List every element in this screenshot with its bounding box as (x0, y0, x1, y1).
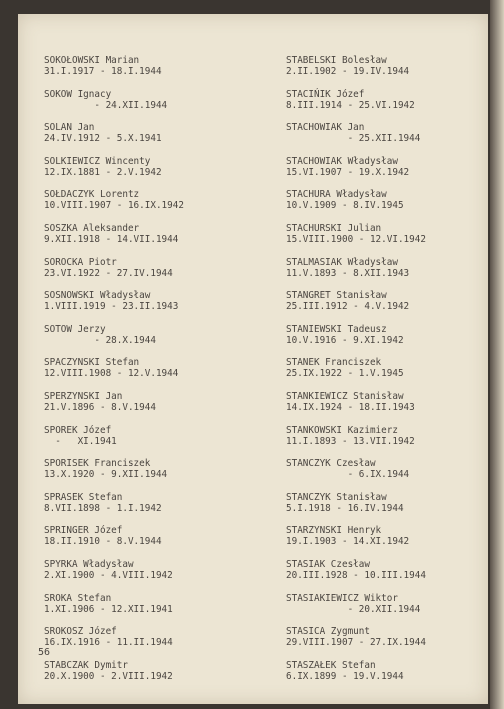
list-item (44, 357, 249, 391)
person-name: SOSNOWSKI Władysław (44, 290, 151, 302)
person-name: STANCZYK Czesław (286, 458, 376, 470)
list-item (44, 55, 249, 89)
list-item (44, 324, 249, 358)
list-item (286, 223, 491, 257)
list-item (286, 89, 491, 123)
list-item (44, 89, 249, 123)
list-item (286, 458, 491, 492)
life-dates: 2.XI.1900 - 4.VIII.1942 (44, 569, 173, 581)
person-name: SOTOW Jerzy (44, 323, 106, 335)
person-name: STASZAŁEK Stefan (286, 659, 376, 671)
life-dates: 1.XI.1906 - 12.XII.1941 (44, 603, 173, 615)
list-item (286, 122, 491, 156)
person-name: SOROCKA Piotr (44, 256, 117, 268)
person-name: SOLAN Jan (44, 122, 95, 134)
person-name: SOLKIEWICZ Wincenty (44, 155, 151, 167)
person-name: SPRASEK Stefan (44, 491, 123, 503)
person-name: SOSZKA Aleksander (44, 222, 140, 234)
person-name: SROKA Stefan (44, 592, 112, 604)
person-name: STASIAK Czesław (286, 558, 370, 570)
list-item (44, 660, 249, 694)
list-item (286, 357, 491, 391)
person-name: SOKOŁOWSKI Marian (44, 55, 140, 66)
list-item (44, 122, 249, 156)
person-name: SROKOSZ Józef (44, 626, 117, 638)
person-name: SPERZYNSKI Jan (44, 390, 123, 402)
life-dates: - 20.XII.1944 (286, 603, 421, 615)
person-name: SPORISEK Franciszek (44, 458, 151, 470)
right-column (286, 55, 491, 693)
list-item (44, 189, 249, 223)
page-number: 56 (38, 647, 51, 658)
person-name: SPACZYNSKI Stefan (44, 357, 140, 369)
life-dates: - XI.1941 (44, 435, 117, 447)
left-column (44, 55, 249, 693)
life-dates: 25.IX.1922 - 1.V.1945 (286, 368, 404, 380)
life-dates: 31.I.1917 - 18.I.1944 (44, 66, 162, 77)
life-dates: 14.IX.1924 - 18.II.1943 (286, 401, 415, 413)
life-dates: 15.VI.1907 - 19.X.1942 (286, 166, 410, 178)
list-item (286, 324, 491, 358)
list-item (44, 257, 249, 291)
person-name: STACHOWIAK Władysław (286, 155, 398, 167)
list-item (286, 425, 491, 459)
life-dates: 19.I.1903 - 14.XI.1942 (286, 536, 410, 548)
list-item (44, 458, 249, 492)
list-item (44, 425, 249, 459)
life-dates: - 24.XII.1944 (44, 99, 168, 111)
list-item (44, 290, 249, 324)
list-item (44, 626, 249, 660)
person-name: STANKIEWICZ Stanisław (286, 390, 404, 402)
list-item (286, 257, 491, 291)
person-name: STASIAKIEWICZ Wiktor (286, 592, 398, 604)
life-dates: 20.X.1900 - 2.VIII.1942 (44, 670, 173, 682)
life-dates: 1.VIII.1919 - 23.II.1943 (44, 301, 179, 313)
life-dates: 25.III.1912 - 4.V.1942 (286, 301, 410, 313)
life-dates: 8.III.1914 - 25.VI.1942 (286, 99, 415, 111)
life-dates: 15.VIII.1900 - 12.VI.1942 (286, 233, 426, 245)
person-name: STANKOWSKI Kazimierz (286, 424, 398, 436)
list-item (286, 660, 491, 694)
person-name: STACIŃIK Józef (286, 88, 365, 100)
life-dates: 6.IX.1899 - 19.V.1944 (286, 670, 404, 682)
list-item (44, 223, 249, 257)
person-name: STACHOWIAK Jan (286, 122, 365, 134)
life-dates: - 25.XII.1944 (286, 133, 421, 145)
life-dates: 29.VIII.1907 - 27.IX.1944 (286, 637, 426, 649)
life-dates: 9.XII.1918 - 14.VII.1944 (44, 233, 179, 245)
person-name: STARZYNSKI Henryk (286, 525, 382, 537)
person-name: SPOREK Józef (44, 424, 112, 436)
list-item (286, 593, 491, 627)
list-item (44, 525, 249, 559)
person-name: STANCZYK Stanisław (286, 491, 387, 503)
life-dates: 18.II.1910 - 8.V.1944 (44, 536, 162, 548)
list-item (286, 189, 491, 223)
list-item (286, 492, 491, 526)
life-dates: 12.VIII.1908 - 12.V.1944 (44, 368, 179, 380)
list-item (44, 391, 249, 425)
life-dates: - 28.X.1944 (44, 334, 156, 346)
list-item (44, 156, 249, 190)
person-name: STALMASIAK Władysław (286, 256, 398, 268)
list-item (286, 290, 491, 324)
life-dates: 23.VI.1922 - 27.IV.1944 (44, 267, 173, 279)
list-item (44, 593, 249, 627)
person-name: STANEK Franciszek (286, 357, 382, 369)
person-name: STANGRET Stanisław (286, 290, 387, 302)
person-name: SOKOW Ignacy (44, 88, 112, 100)
life-dates: 21.V.1896 - 8.V.1944 (44, 401, 156, 413)
person-name: SPRINGER Józef (44, 525, 123, 537)
life-dates: 24.IV.1912 - 5.X.1941 (44, 133, 162, 145)
list-item (44, 559, 249, 593)
life-dates: 10.V.1909 - 8.IV.1945 (286, 200, 404, 212)
person-name: SOŁDACZYK Lorentz (44, 189, 140, 201)
list-item (286, 559, 491, 593)
person-name: STACHURSKI Julian (286, 222, 382, 234)
list-item (44, 492, 249, 526)
book-edge (490, 0, 504, 709)
person-name: STASICA Zygmunt (286, 626, 370, 638)
list-item (286, 525, 491, 559)
person-name: SPYRKA Władysław (44, 558, 134, 570)
life-dates: 2.II.1902 - 19.IV.1944 (286, 66, 410, 77)
person-name: STACHURA Władysław (286, 189, 387, 201)
list-item (286, 156, 491, 190)
list-item (286, 626, 491, 660)
person-name: STABCZAK Dymitr (44, 659, 128, 671)
life-dates: 12.IX.1881 - 2.V.1942 (44, 166, 162, 178)
person-name: STABELSKI Bolesław (286, 55, 387, 66)
life-dates: - 6.IX.1944 (286, 469, 410, 481)
life-dates: 5.I.1918 - 16.IV.1944 (286, 502, 404, 514)
life-dates: 16.IX.1916 - 11.II.1944 (44, 637, 173, 649)
life-dates: 11.V.1893 - 8.XII.1943 (286, 267, 410, 279)
life-dates: 10.VIII.1907 - 16.IX.1942 (44, 200, 184, 212)
list-item (286, 55, 491, 89)
life-dates: 20.III.1928 - 10.III.1944 (286, 569, 426, 581)
life-dates: 8.VII.1898 - 1.I.1942 (44, 502, 162, 514)
life-dates: 13.X.1920 - 9.XII.1944 (44, 469, 168, 481)
life-dates: 10.V.1916 - 9.XI.1942 (286, 334, 404, 346)
list-item (286, 391, 491, 425)
life-dates: 11.I.1893 - 13.VII.1942 (286, 435, 415, 447)
person-name: STANIEWSKI Tadeusz (286, 323, 387, 335)
